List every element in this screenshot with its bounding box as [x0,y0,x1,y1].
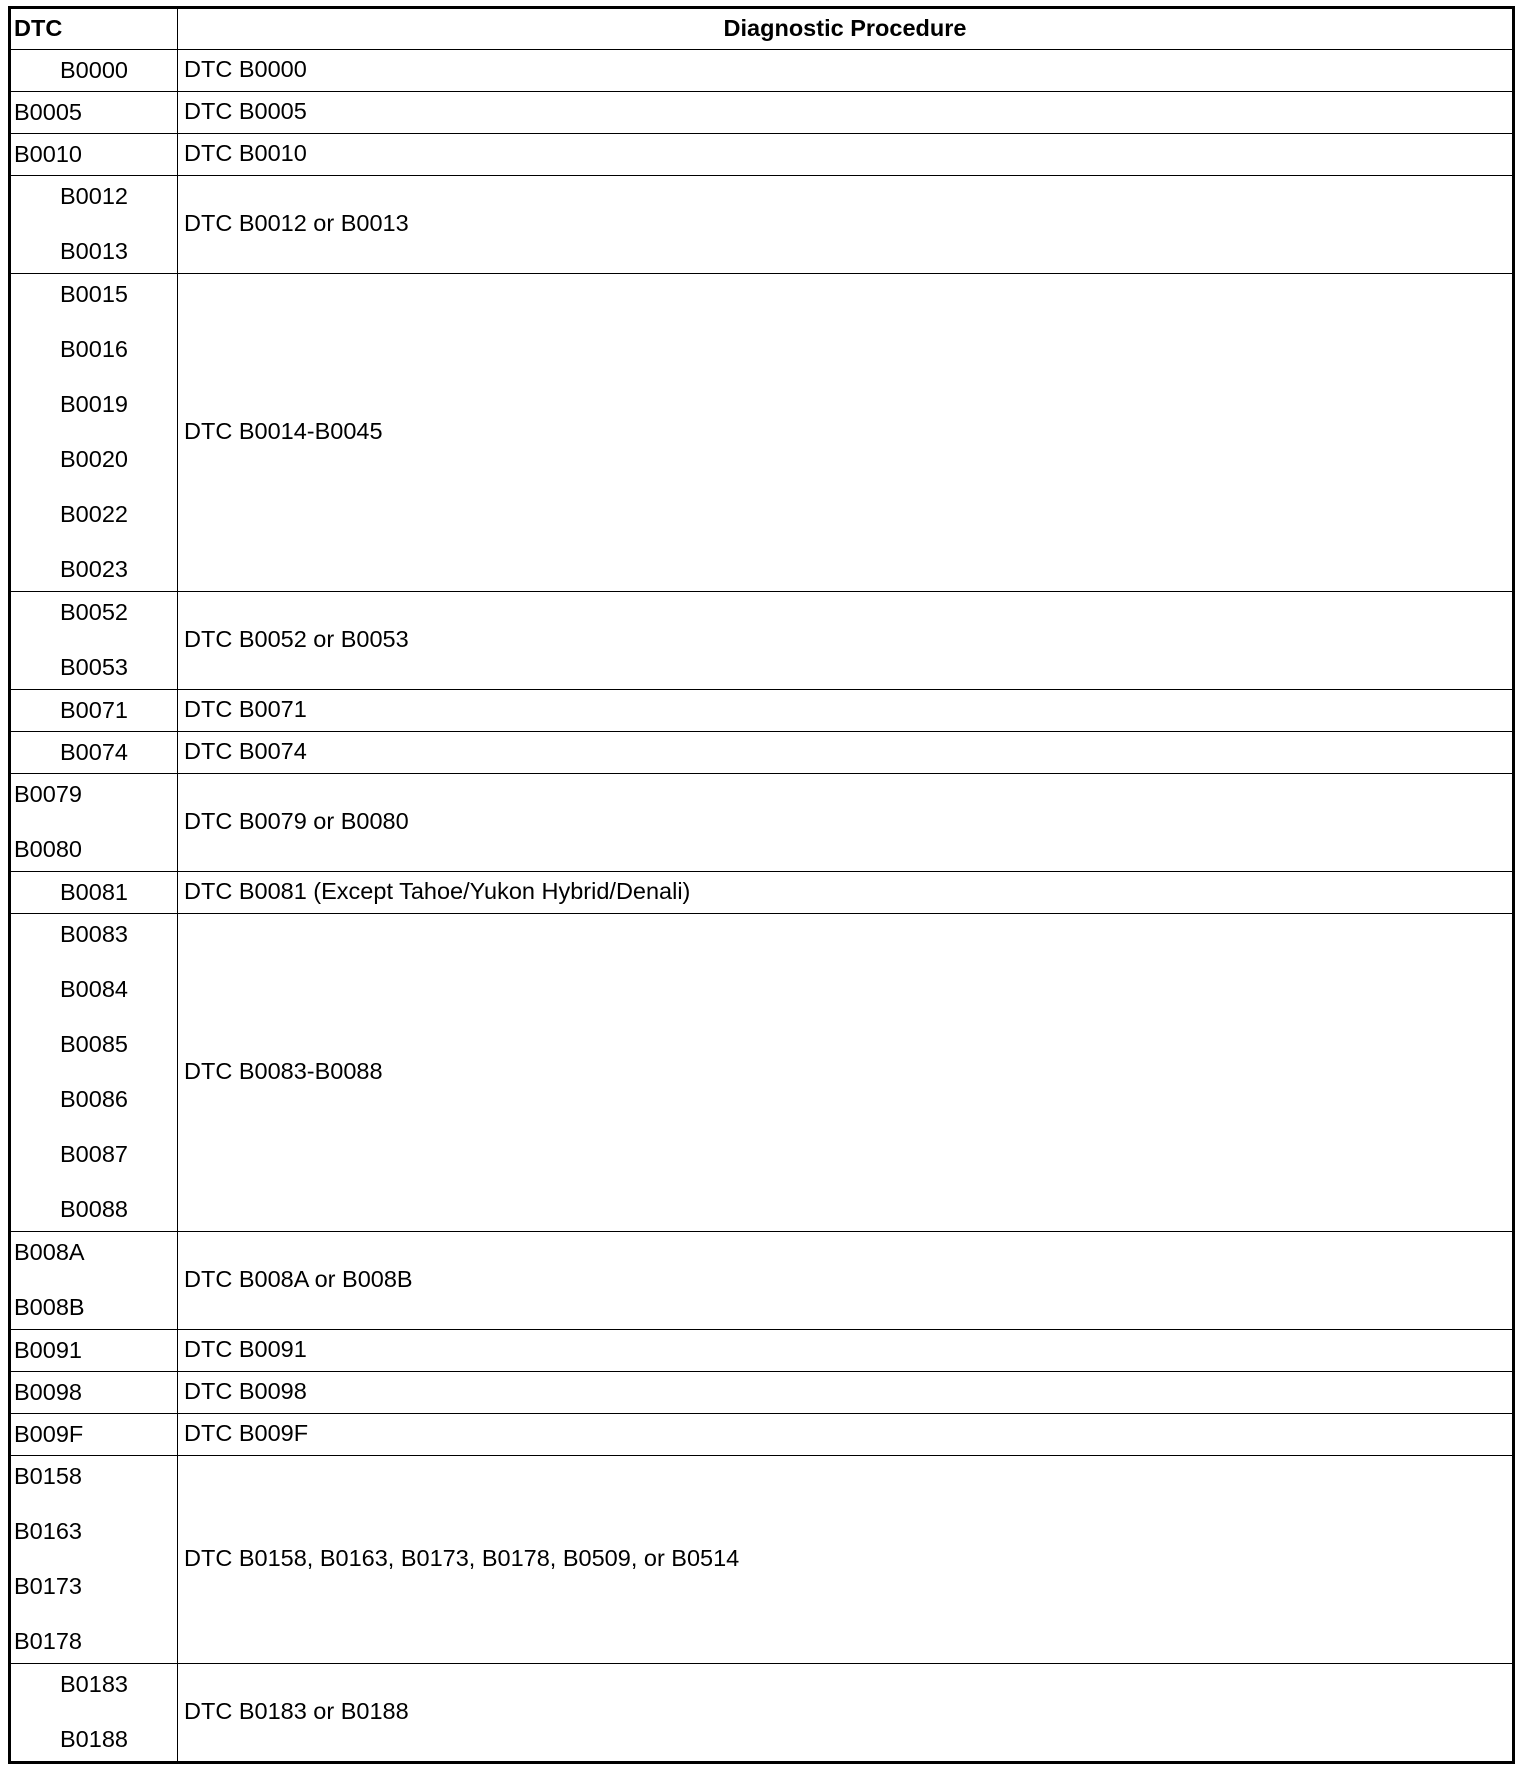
diagnostic-procedure-cell: DTC B0098 [178,1372,1514,1414]
table-row [10,592,1514,690]
table-row [10,50,1514,92]
header-diagnostic-procedure: Diagnostic Procedure [178,8,1514,50]
dtc-table-container [8,6,1512,1764]
dtc-code: B0020 [60,446,128,472]
table-row [10,914,1514,1232]
dtc-code: B0085 [60,1031,128,1057]
diagnostic-procedure-cell: DTC B0079 or B0080 [178,774,1514,872]
dtc-code: B0022 [60,501,128,527]
dtc-code: B0023 [60,556,128,582]
diagnostic-procedure-cell: DTC B008A or B008B [178,1232,1514,1330]
dtc-code: B0088 [60,1196,128,1222]
diagnostic-procedure-cell: DTC B0081 (Except Tahoe/Yukon Hybrid/Denali) [178,872,1514,914]
header-dtc: DTC [10,8,178,50]
table-row [10,690,1514,732]
dtc-cell [10,1664,178,1763]
dtc-code: B0016 [60,336,128,362]
table-row [10,1372,1514,1414]
dtc-cell [10,592,178,690]
table-row [10,1664,1514,1763]
dtc-cell [10,1232,178,1330]
table-header-row [10,8,1514,50]
table-row [10,1330,1514,1372]
table-row [10,1414,1514,1456]
table-row [10,872,1514,914]
dtc-code: B0053 [60,654,128,680]
diagnostic-procedure-cell: DTC B0091 [178,1330,1514,1372]
dtc-code: B0183 [60,1671,128,1697]
table-row [10,134,1514,176]
table-body [10,50,1514,1763]
dtc-code: B0173 [14,1573,82,1599]
dtc-code: B0158 [14,1463,82,1489]
table-row [10,274,1514,592]
dtc-cell: B0074 [10,732,178,774]
dtc-code: B0178 [14,1628,82,1654]
table-row [10,1232,1514,1330]
dtc-table [8,6,1515,1764]
dtc-cell: B0081 [10,872,178,914]
diagnostic-procedure-cell: DTC B0052 or B0053 [178,592,1514,690]
table-row [10,92,1514,134]
dtc-code: B0015 [60,281,128,307]
dtc-cell: B0010 [10,134,178,176]
dtc-code: B0019 [60,391,128,417]
table-row [10,1456,1514,1664]
table-row [10,774,1514,872]
diagnostic-procedure-cell: DTC B0158, B0163, B0173, B0178, B0509, or B0514 [178,1456,1514,1664]
dtc-code: B008B [14,1294,85,1320]
dtc-cell: B0000 [10,50,178,92]
dtc-code: B0188 [60,1726,128,1752]
diagnostic-procedure-cell: DTC B0014-B0045 [178,274,1514,592]
dtc-code: B008A [14,1239,85,1265]
dtc-cell: B009F [10,1414,178,1456]
dtc-cell [10,1456,178,1664]
diagnostic-procedure-cell: DTC B0000 [178,50,1514,92]
dtc-code: B0052 [60,599,128,625]
diagnostic-procedure-cell: DTC B0005 [178,92,1514,134]
dtc-code: B0080 [14,836,82,862]
dtc-cell: B0005 [10,92,178,134]
dtc-cell [10,274,178,592]
dtc-code: B0163 [14,1518,82,1544]
dtc-cell [10,914,178,1232]
dtc-code: B0086 [60,1086,128,1112]
table-row [10,732,1514,774]
dtc-code: B0084 [60,976,128,1002]
diagnostic-procedure-cell: DTC B0083-B0088 [178,914,1514,1232]
diagnostic-procedure-cell: DTC B0074 [178,732,1514,774]
table-row [10,176,1514,274]
diagnostic-procedure-cell: DTC B0012 or B0013 [178,176,1514,274]
diagnostic-procedure-cell: DTC B009F [178,1414,1514,1456]
diagnostic-procedure-cell: DTC B0071 [178,690,1514,732]
dtc-code: B0079 [14,781,82,807]
dtc-code: B0083 [60,921,128,947]
dtc-cell: B0071 [10,690,178,732]
diagnostic-procedure-cell: DTC B0183 or B0188 [178,1664,1514,1763]
dtc-cell: B0098 [10,1372,178,1414]
diagnostic-procedure-cell: DTC B0010 [178,134,1514,176]
dtc-cell [10,774,178,872]
dtc-code: B0087 [60,1141,128,1167]
dtc-cell: B0091 [10,1330,178,1372]
dtc-code: B0013 [60,238,128,264]
dtc-cell [10,176,178,274]
dtc-code: B0012 [60,183,128,209]
